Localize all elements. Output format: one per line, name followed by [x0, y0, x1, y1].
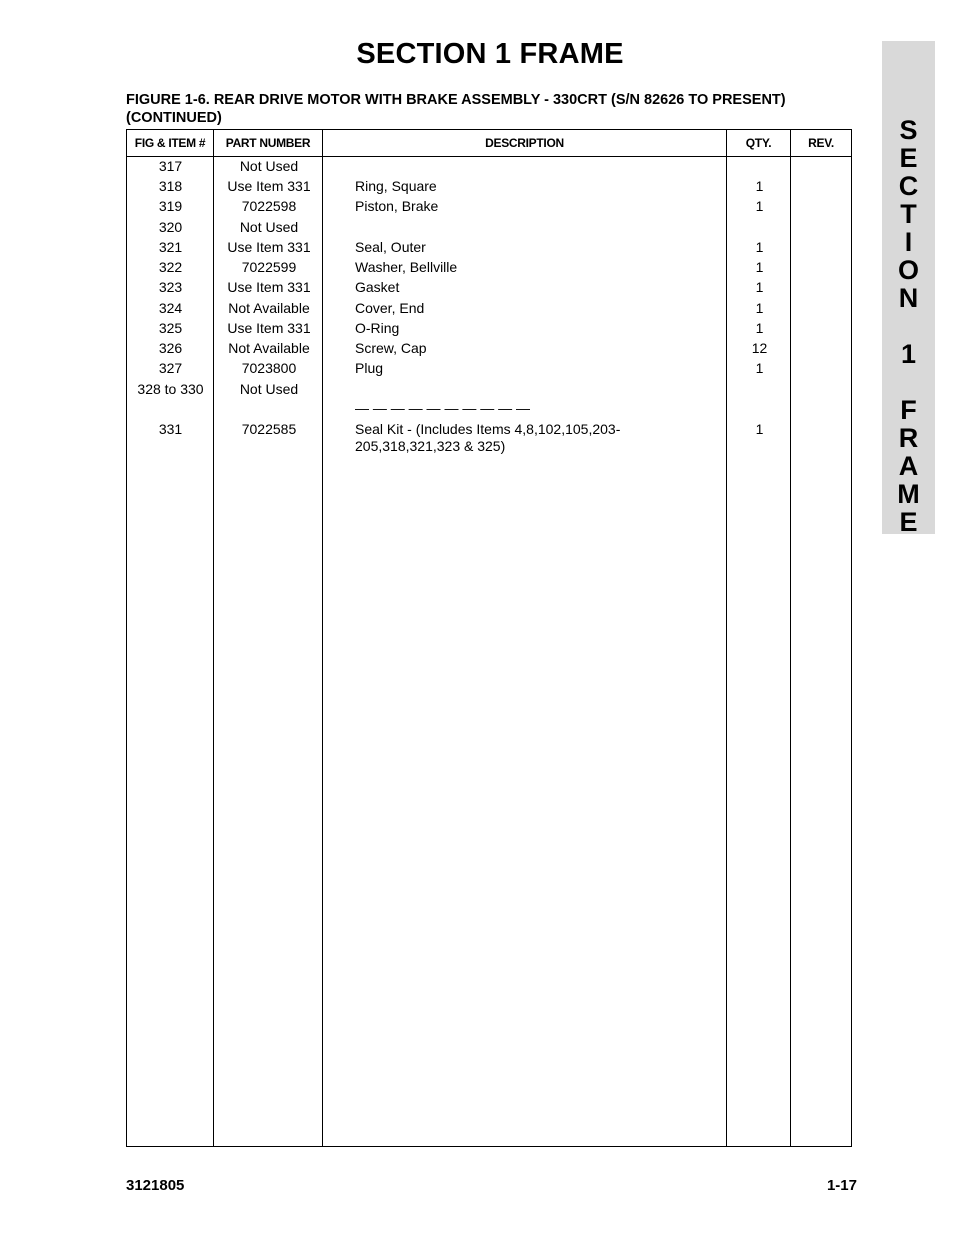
cell-qty: 1: [755, 198, 764, 214]
header-rev: REV.: [808, 136, 834, 150]
cell-qty: 1: [755, 259, 764, 275]
document-number: 3121805: [126, 1177, 185, 1194]
cell-fig: 320: [158, 219, 183, 235]
cell-fig: 321: [158, 239, 183, 255]
table-header: [127, 130, 851, 157]
side-tab-letter: C: [898, 171, 919, 201]
cell-part: Use Item 331: [227, 178, 311, 194]
side-tab-letter: E: [899, 143, 918, 173]
cell-desc: Seal Kit - (Includes Items 4,8,102,105,203-205,318,321,323 & 325): [355, 421, 621, 454]
cell-desc: Plug: [355, 360, 384, 376]
side-tab-letter: M: [897, 479, 920, 509]
cell-qty: 1: [755, 300, 764, 316]
parts-table: [126, 129, 852, 1147]
side-tab-letter: T: [900, 199, 917, 229]
cell-qty: 1: [755, 320, 764, 336]
cell-desc: Screw, Cap: [355, 340, 427, 356]
cell-part: 7022585: [241, 421, 297, 437]
cell-fig: 317: [158, 158, 183, 174]
cell-fig: 325: [158, 320, 183, 336]
side-tab-letter: 1: [900, 339, 917, 369]
header-description: DESCRIPTION: [485, 136, 564, 150]
cell-fig: 322: [158, 259, 183, 275]
cell-fig: 327: [158, 360, 183, 376]
cell-qty: 1: [755, 421, 764, 437]
side-tab-letter: O: [897, 255, 919, 285]
header-part-number: PART NUMBER: [225, 136, 311, 150]
cell-fig: 323: [158, 279, 183, 295]
section-side-tab: [882, 41, 935, 537]
cell-desc: Seal, Outer: [355, 239, 426, 255]
cell-fig: 328 to 330: [137, 381, 204, 397]
side-tab-letter: N: [898, 283, 919, 313]
side-tab-letter: S: [899, 115, 918, 145]
side-tab-letter: A: [898, 451, 919, 481]
cell-part: Use Item 331: [227, 239, 311, 255]
header-fig-item: FIG & ITEM #: [134, 136, 206, 150]
header-qty: QTY.: [745, 136, 772, 150]
cell-qty: 1: [755, 360, 764, 376]
cell-desc: Cover, End: [355, 300, 425, 316]
side-tab-letter: I: [904, 227, 913, 257]
cell-qty: 12: [751, 340, 768, 356]
figure-title: FIGURE 1-6. REAR DRIVE MOTOR WITH BRAKE ASSEMBLY - 330CRT (S/N 82626 TO PRESENT) (CONTINUED): [126, 92, 786, 126]
cell-fig: 319: [158, 198, 183, 214]
column-divider: [726, 130, 727, 1146]
side-tab-letter: F: [900, 395, 917, 425]
cell-part: Not Used: [239, 158, 299, 174]
cell-qty: 1: [755, 279, 764, 295]
cell-part: 7022598: [241, 198, 297, 214]
cell-fig: 324: [158, 300, 183, 316]
dashed-separator: — — — — — — — — — —: [355, 400, 531, 416]
cell-qty: 1: [755, 178, 764, 194]
cell-qty: 1: [755, 239, 764, 255]
cell-fig: 326: [158, 340, 183, 356]
cell-desc: Gasket: [355, 279, 400, 295]
side-tab-letter: E: [899, 507, 918, 537]
cell-fig: 318: [158, 178, 183, 194]
cell-desc: Ring, Square: [355, 178, 437, 194]
side-tab-letter: R: [898, 423, 919, 453]
cell-fig: 331: [158, 421, 183, 437]
cell-part: Use Item 331: [227, 320, 311, 336]
cell-part: Use Item 331: [227, 279, 311, 295]
cell-part: Not Available: [228, 340, 310, 356]
page-title: SECTION 1 FRAME: [356, 38, 624, 70]
cell-part: 7022599: [241, 259, 297, 275]
cell-desc: O-Ring: [355, 320, 400, 336]
cell-part: Not Used: [239, 219, 299, 235]
cell-part: 7023800: [241, 360, 297, 376]
page-number: 1-17: [826, 1177, 857, 1194]
cell-desc: Piston, Brake: [355, 198, 439, 214]
cell-part: Not Available: [228, 300, 310, 316]
cell-part: Not Used: [239, 381, 299, 397]
cell-desc: Washer, Bellville: [355, 259, 458, 275]
